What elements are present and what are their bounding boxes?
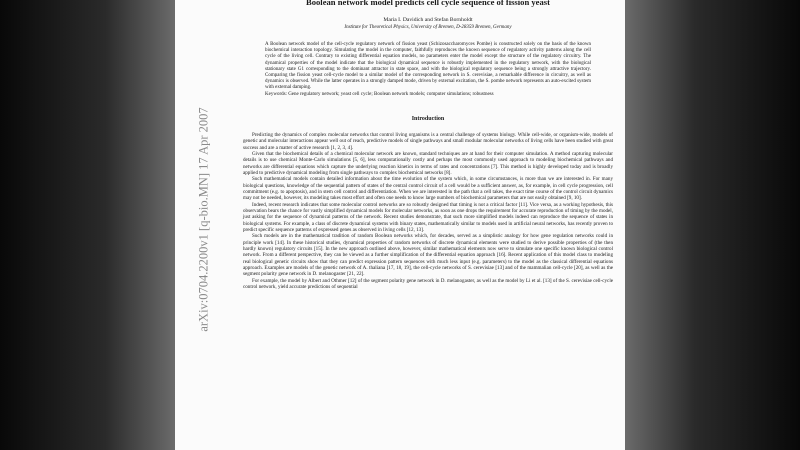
abstract: A Boolean network model of the cell-cycle regulatory network of fission yeast (Schizosaccharomyces Pombe) is constructed solely on the basis of the known biochemical interaction topology. Simulating the model in the computer, faithfully reproduces the known sequence of regulatory activity patterns along the cell cycle of the living cell. Contrary to existing differential equation models, no parameters enter the model except the structure of the regulatory circuitry. The dynamical properties of the model indicate that the biological dynamical sequence is robustly implemented in the regulatory network, with the biological stationary state G1 corresponding to the dominant attractor in state space, and with the biological regulatory sequence being a strongly attractive trajectory. Comparing the fission yeast cell-cycle model to a similar model of the corresponding network in S. cerevisiae, a remarkable difference in circuitry, as well as dynamics is observed. While the latter operates in a strongly damped mode, driven by external excitation, the S. pombe network represents an auto-excited system with external damping. <box>265 42 591 91</box>
blurred-background-right <box>625 0 800 450</box>
paper-authors: Maria I. Davidich and Stefan Bornholdt <box>383 17 473 23</box>
paragraph: For example, the model by Albert and Othmer [12] of the segment polarity gene network in D. melanogaster, as well as the model by Li et al. [13] of the S. cerevisiae cell-cycle control network, yield accurate predictions of sequential <box>243 277 613 291</box>
paragraph: Given that the biochemical details of a chemical molecular network are known, standard techniques are at hand for their computer simulation. A method capturing molecular details is to use chemical Monte-Carlo simulations [5, 6], less computationally costly and perhaps the most commonly used approach to modeling biochemical pathways and networks are differential equations which capture the underlying reaction kinetics in terms of rates and concentrations [7]. This method is highly developed today and is broadly applied to predictive dynamical modeling from single pathways to complex biochemical networks [8]. <box>243 150 613 176</box>
body-text <box>243 132 613 291</box>
paper-title: Boolean network model predicts cell cycle sequence of fission yeast <box>305 0 550 7</box>
paragraph: Such mathematical models contain detailed information about the time evolution of the system which, in some circumstances, is more than we are interested in. For many biological questions, knowledge of the sequential pattern of states of the central control circuit of a cell would be a sufficient answer, as, for example, in cell cycle progression, cell commitment (e.g. to apoptosis), and in stem cell control and differentiation. When we are interested in the path that a cell takes, the exact time course of the control circuit dynamics may not be needed, however, its modeling takes most effort and often one needs to know large numbers of biochemical parameters that are not easily obtained [9, 10]. <box>243 176 613 202</box>
paragraph: Such models are in the mathematical tradition of random Boolean networks which, for decades, served as a simplistic analogy for how gene regulation networks could in principle work [14]. In these historical studies, dynamical properties of random networks of discrete dynamical elements were studied to derive possible properties of (the then hardly known) regulatory circuits [15]. In the new approach outlined above, however, similar mathematical elements now serve to simulate one specific known biological control network. From a different perspective, they can be viewed as a further simplification of the differential equation approach [16]. Recent application of this model class to modeling real biological genetic circuits show that they can predict expression pattern sequences with much less input (e.g. parameters) to the model as the classical differential equations approach. Examples are models of the genetic network of A. thaliana [17, 18, 19], the cell-cycle networks of S. cerevisiae [13] and of the mammalian cell-cycle [20], as well as the segment polarity gene network in D. melanogaster [21, 22]. <box>243 233 613 278</box>
paper-content <box>243 0 613 290</box>
paragraph: Indeed, recent research indicates that some molecular control networks are so robustly designed that timing is not a critical factor [11]. Vice versa, as a working hypothesis, this observation bears the chance for vastly simplified dynamical models for molecular networks, as soon as one drops the requirement for accurate reproduction of timing by the model, just asking for the sequence of dynamical patterns of the network. Recent studies demonstrate, that such more simplified models indeed can reproduce the sequence of states in biological systems. For example, a class of discrete dynamical systems with binary states, mathematically similar to models used in artificial neural networks, has recently proven to predict specific sequence patterns of expressed genes as observed in living cells [12, 13]. <box>243 201 613 233</box>
section-heading: Introduction <box>411 115 445 122</box>
paper-affiliation: Institute for Theoretical Physics, University of Bremen, D-28359 Bremen, Germany <box>344 25 512 30</box>
paragraph: Predicting the dynamics of complex molecular networks that control living organisms is a central challenge of systems biology. While cell-wide, or organism-wide, models of genetic and molecular interactions appear well out of reach, predictive models of single pathways and small modular molecular networks of living cells have been studied with great success and are a matter of active research [1, 2, 3, 4]. <box>243 131 613 151</box>
arxiv-identifier: arXiv:0704.2200v1 [q-bio.MN] 17 Apr 2007 <box>196 107 211 332</box>
paper-page <box>175 0 625 450</box>
keywords: Keywords: Gene regulatory network; yeast cell cycle; Boolean network models; computer simulations; robustness <box>265 91 494 97</box>
blurred-background-left <box>0 0 175 450</box>
